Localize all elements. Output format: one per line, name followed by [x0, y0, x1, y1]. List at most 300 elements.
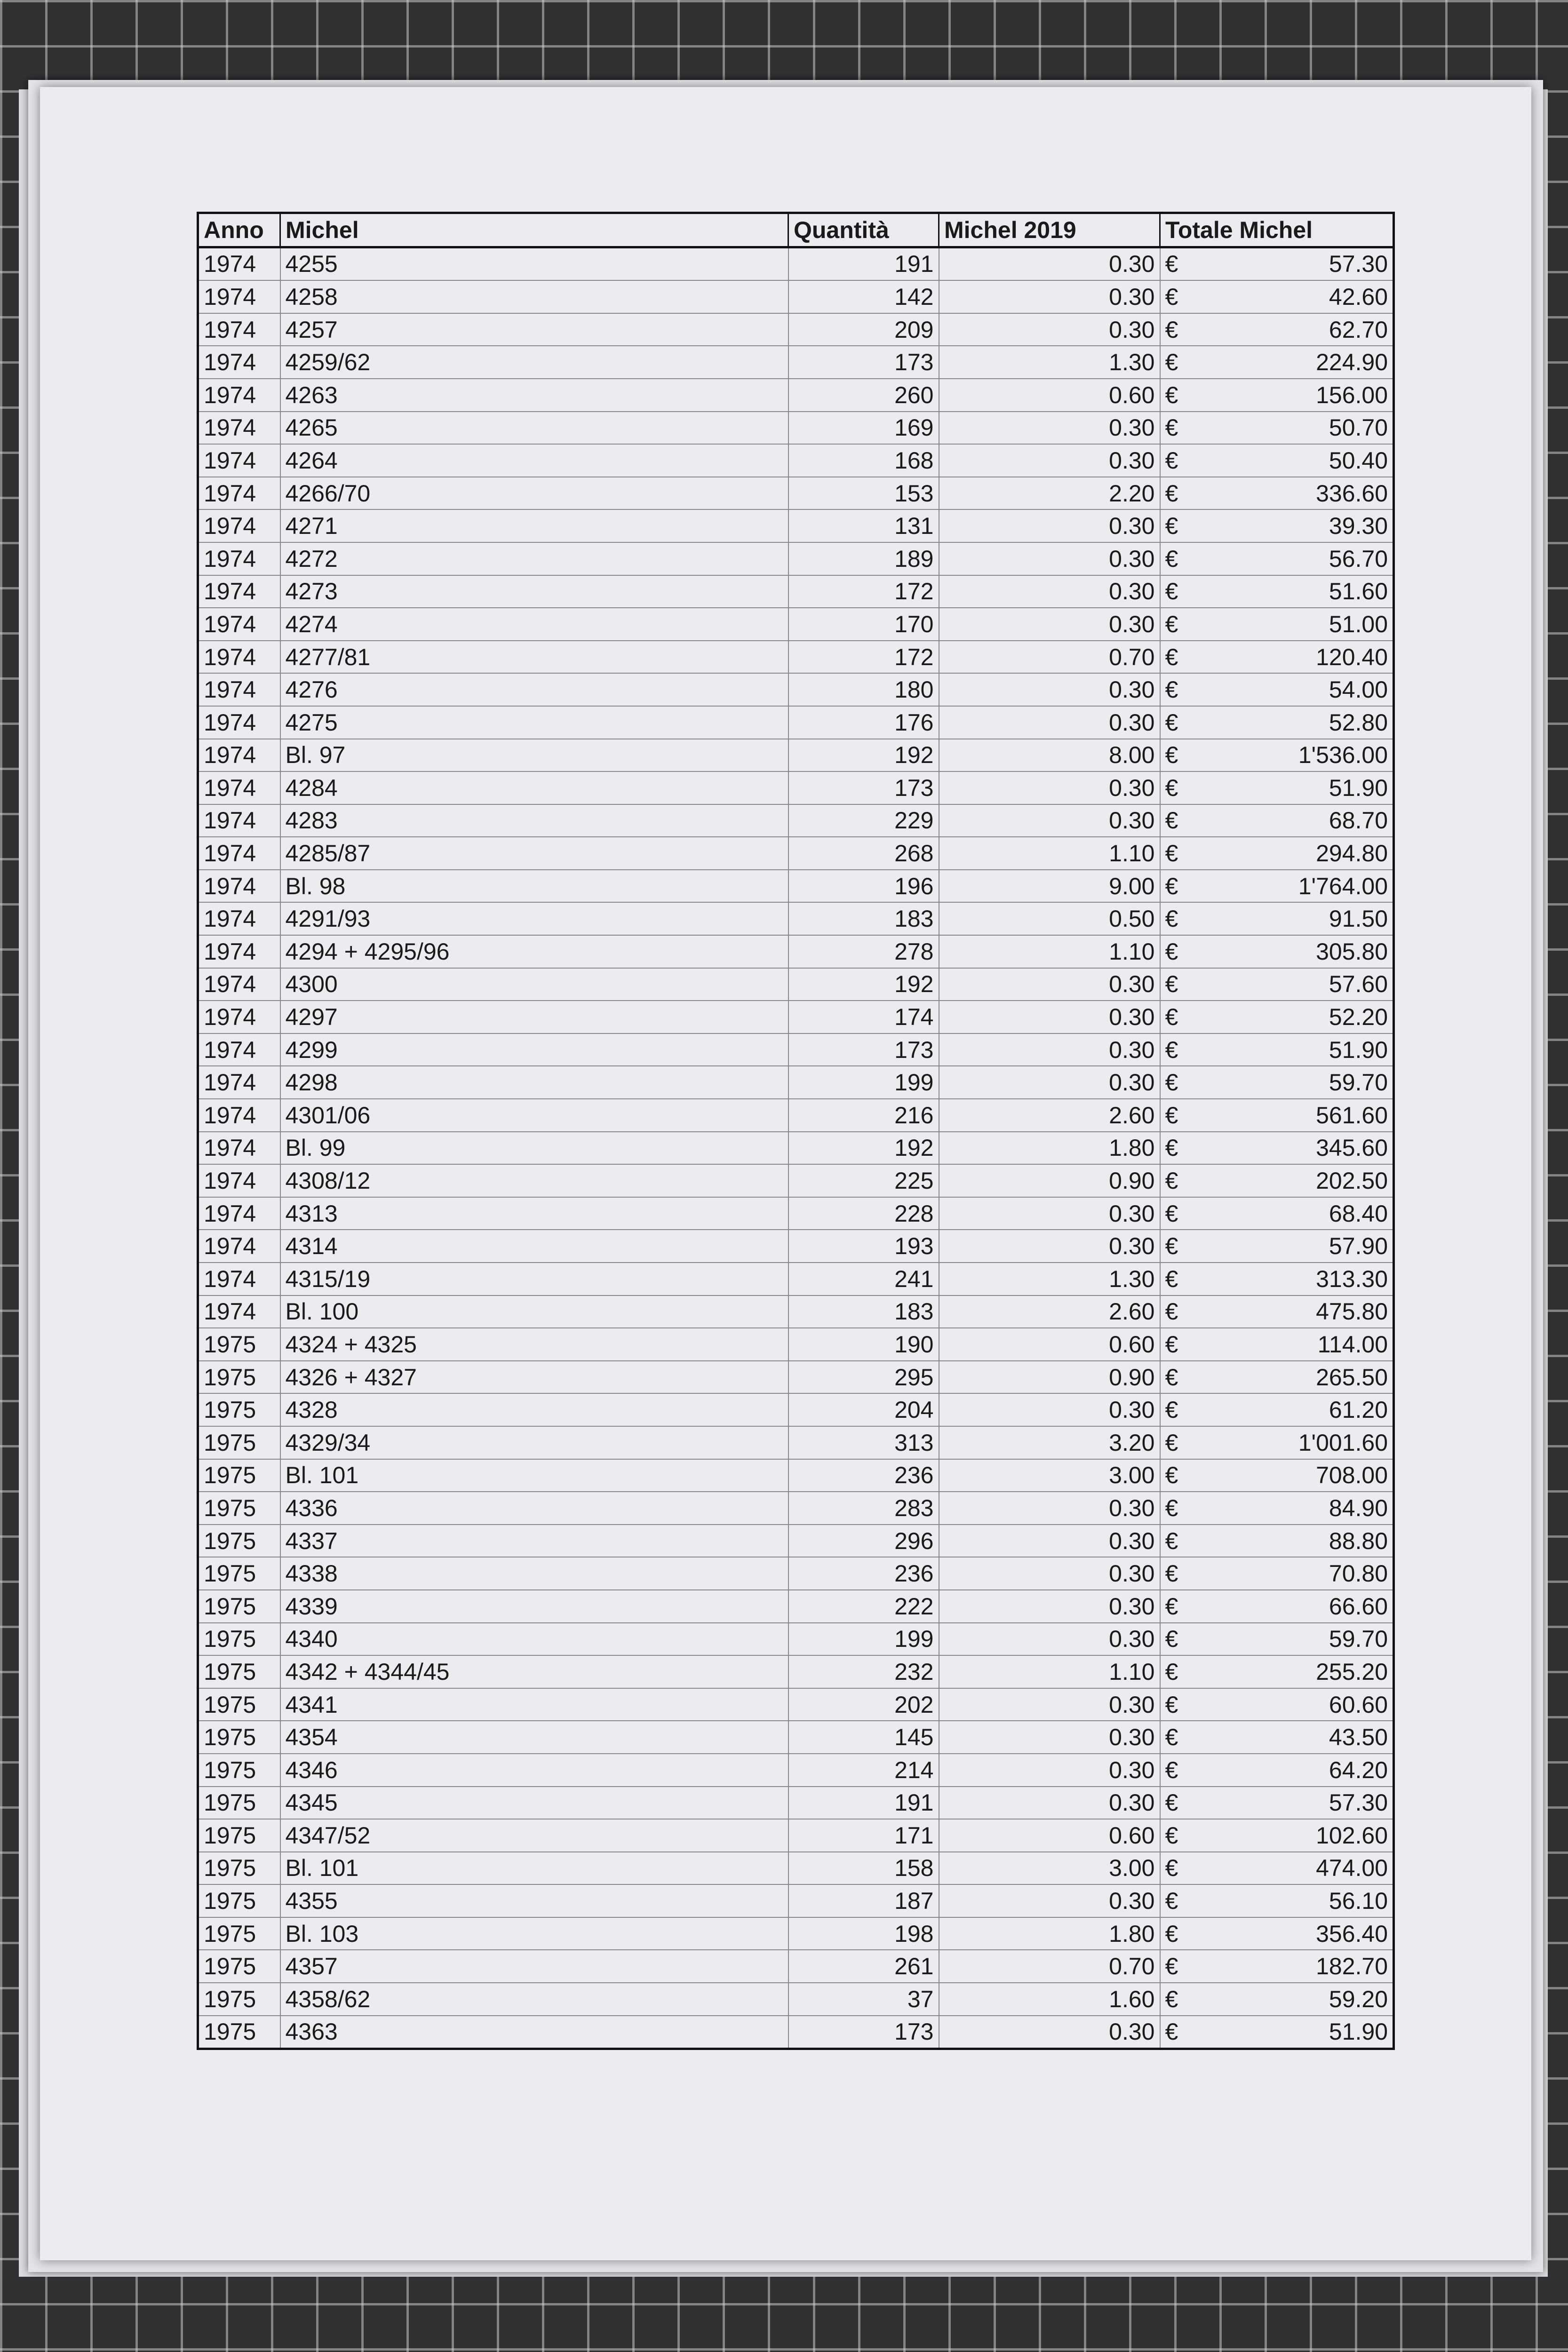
cell-totale: 1'764.00 — [1202, 870, 1394, 903]
table-row — [198, 1066, 1394, 1099]
cell-quantita: 236 — [788, 1459, 939, 1492]
cell-michel: Bl. 97 — [280, 739, 788, 772]
cell-anno: 1975 — [198, 1787, 280, 1820]
cell-currency: € — [1160, 247, 1202, 280]
cell-totale: 39.30 — [1202, 509, 1394, 542]
cell-quantita: 228 — [788, 1197, 939, 1230]
cell-currency: € — [1160, 1426, 1202, 1459]
cell-michel-2019: 0.30 — [939, 1688, 1160, 1721]
table-row — [198, 1623, 1394, 1656]
cell-michel: 4301/06 — [280, 1099, 788, 1132]
cell-currency: € — [1160, 804, 1202, 837]
cell-michel: 4340 — [280, 1623, 788, 1656]
cell-totale: 474.00 — [1202, 1852, 1394, 1885]
cell-michel: 4314 — [280, 1230, 788, 1263]
table-row — [198, 1917, 1394, 1950]
cell-anno: 1975 — [198, 1950, 280, 1983]
cell-quantita: 193 — [788, 1230, 939, 1263]
cell-michel-2019: 0.30 — [939, 1884, 1160, 1917]
table-row — [198, 1950, 1394, 1983]
cell-michel: 4346 — [280, 1754, 788, 1787]
cell-totale: 56.10 — [1202, 1884, 1394, 1917]
cell-michel: 4277/81 — [280, 641, 788, 674]
cell-totale: 294.80 — [1202, 837, 1394, 870]
cell-currency: € — [1160, 1688, 1202, 1721]
cell-michel: 4283 — [280, 804, 788, 837]
cell-michel-2019: 0.30 — [939, 1001, 1160, 1033]
cell-anno: 1974 — [198, 739, 280, 772]
cell-anno: 1974 — [198, 1001, 280, 1033]
cell-totale: 66.60 — [1202, 1590, 1394, 1623]
cell-michel: 4358/62 — [280, 1983, 788, 2016]
cell-currency: € — [1160, 542, 1202, 575]
cell-anno: 1975 — [198, 1361, 280, 1394]
cell-michel-2019: 0.30 — [939, 1590, 1160, 1623]
cell-quantita: 202 — [788, 1688, 939, 1721]
cell-anno: 1974 — [198, 870, 280, 903]
cell-michel: 4342 + 4344/45 — [280, 1655, 788, 1688]
cell-quantita: 313 — [788, 1426, 939, 1459]
cell-quantita: 173 — [788, 771, 939, 804]
cell-michel: 4259/62 — [280, 346, 788, 379]
cell-michel: 4266/70 — [280, 477, 788, 510]
cell-quantita: 198 — [788, 1917, 939, 1950]
cell-quantita: 261 — [788, 1950, 939, 1983]
table-row — [198, 1852, 1394, 1885]
cell-quantita: 214 — [788, 1754, 939, 1787]
cell-anno: 1974 — [198, 608, 280, 641]
table-row — [198, 509, 1394, 542]
cell-currency: € — [1160, 412, 1202, 445]
cell-anno: 1974 — [198, 641, 280, 674]
cell-michel: 4355 — [280, 1884, 788, 1917]
cell-totale: 51.90 — [1202, 771, 1394, 804]
table-row — [198, 641, 1394, 674]
cell-michel: Bl. 101 — [280, 1459, 788, 1492]
table-row — [198, 1393, 1394, 1426]
cell-anno: 1974 — [198, 444, 280, 477]
cell-michel-2019: 1.80 — [939, 1132, 1160, 1165]
cell-anno: 1975 — [198, 1688, 280, 1721]
cell-totale: 356.40 — [1202, 1917, 1394, 1950]
cell-totale: 224.90 — [1202, 346, 1394, 379]
cell-totale: 50.40 — [1202, 444, 1394, 477]
cell-totale: 102.60 — [1202, 1819, 1394, 1852]
cell-totale: 56.70 — [1202, 542, 1394, 575]
cell-totale: 42.60 — [1202, 280, 1394, 313]
cell-anno: 1974 — [198, 477, 280, 510]
cell-michel-2019: 2.20 — [939, 477, 1160, 510]
table-row — [198, 1426, 1394, 1459]
cell-currency: € — [1160, 1623, 1202, 1656]
cell-michel: 4313 — [280, 1197, 788, 1230]
cell-totale: 182.70 — [1202, 1950, 1394, 1983]
cell-anno: 1974 — [198, 837, 280, 870]
cell-anno: 1974 — [198, 1099, 280, 1132]
cell-michel-2019: 0.90 — [939, 1164, 1160, 1197]
cell-michel: 4255 — [280, 247, 788, 280]
cell-quantita: 37 — [788, 1983, 939, 2016]
cell-michel-2019: 1.80 — [939, 1917, 1160, 1950]
table-row — [198, 902, 1394, 935]
stamp-inventory-table — [197, 212, 1395, 2050]
table-row — [198, 542, 1394, 575]
cell-michel-2019: 0.30 — [939, 1557, 1160, 1590]
cell-currency: € — [1160, 575, 1202, 608]
cell-michel-2019: 0.30 — [939, 280, 1160, 313]
table-row — [198, 1295, 1394, 1328]
cell-anno: 1975 — [198, 1884, 280, 1917]
cell-totale: 345.60 — [1202, 1132, 1394, 1165]
cell-currency: € — [1160, 1099, 1202, 1132]
cell-michel: 4347/52 — [280, 1819, 788, 1852]
cell-currency: € — [1160, 1066, 1202, 1099]
cell-quantita: 187 — [788, 1884, 939, 1917]
cell-michel-2019: 0.30 — [939, 968, 1160, 1001]
cell-currency: € — [1160, 739, 1202, 772]
cell-anno: 1974 — [198, 968, 280, 1001]
cell-quantita: 180 — [788, 673, 939, 706]
cell-michel: Bl. 101 — [280, 1852, 788, 1885]
cell-quantita: 222 — [788, 1590, 939, 1623]
cell-currency: € — [1160, 1852, 1202, 1885]
cell-michel-2019: 0.50 — [939, 902, 1160, 935]
cell-totale: 1'536.00 — [1202, 739, 1394, 772]
cell-totale: 120.40 — [1202, 641, 1394, 674]
cell-michel-2019: 0.30 — [939, 771, 1160, 804]
cell-michel: 4265 — [280, 412, 788, 445]
cell-totale: 156.00 — [1202, 379, 1394, 412]
cell-anno: 1974 — [198, 247, 280, 280]
cell-quantita: 216 — [788, 1099, 939, 1132]
cell-currency: € — [1160, 1230, 1202, 1263]
cell-michel: 4339 — [280, 1590, 788, 1623]
cell-totale: 305.80 — [1202, 935, 1394, 968]
cell-anno: 1974 — [198, 935, 280, 968]
table-row — [198, 1328, 1394, 1361]
cell-michel-2019: 0.30 — [939, 673, 1160, 706]
cell-currency: € — [1160, 1001, 1202, 1033]
cell-michel-2019: 1.30 — [939, 346, 1160, 379]
cell-michel: 4308/12 — [280, 1164, 788, 1197]
cell-quantita: 209 — [788, 313, 939, 346]
cell-totale: 202.50 — [1202, 1164, 1394, 1197]
cell-currency: € — [1160, 444, 1202, 477]
cell-anno: 1974 — [198, 771, 280, 804]
cell-michel-2019: 0.60 — [939, 1819, 1160, 1852]
cell-currency: € — [1160, 1819, 1202, 1852]
cell-michel: 4275 — [280, 706, 788, 739]
cell-quantita: 190 — [788, 1328, 939, 1361]
cell-currency: € — [1160, 837, 1202, 870]
cell-totale: 59.20 — [1202, 1983, 1394, 2016]
cell-quantita: 204 — [788, 1393, 939, 1426]
cell-quantita: 295 — [788, 1361, 939, 1394]
table-row — [198, 1557, 1394, 1590]
cell-michel: 4363 — [280, 2016, 788, 2049]
table-body — [198, 247, 1394, 2049]
cell-michel-2019: 0.30 — [939, 1787, 1160, 1820]
table-row — [198, 1590, 1394, 1623]
cell-quantita: 183 — [788, 1295, 939, 1328]
table-row — [198, 1001, 1394, 1033]
cell-anno: 1975 — [198, 1917, 280, 1950]
cell-quantita: 199 — [788, 1623, 939, 1656]
table-row — [198, 412, 1394, 445]
header-totale-michel: Totale Michel — [1160, 213, 1394, 247]
cell-quantita: 225 — [788, 1164, 939, 1197]
cell-currency: € — [1160, 1754, 1202, 1787]
cell-anno: 1974 — [198, 1263, 280, 1295]
cell-michel-2019: 0.30 — [939, 1525, 1160, 1557]
cell-quantita: 192 — [788, 968, 939, 1001]
cell-quantita: 199 — [788, 1066, 939, 1099]
cell-anno: 1975 — [198, 1983, 280, 2016]
table-row — [198, 935, 1394, 968]
cell-totale: 475.80 — [1202, 1295, 1394, 1328]
cell-michel-2019: 0.70 — [939, 641, 1160, 674]
cell-anno: 1974 — [198, 542, 280, 575]
cell-anno: 1974 — [198, 1197, 280, 1230]
cell-michel-2019: 1.10 — [939, 935, 1160, 968]
cell-quantita: 172 — [788, 575, 939, 608]
cell-quantita: 241 — [788, 1263, 939, 1295]
cell-michel: 4329/34 — [280, 1426, 788, 1459]
cell-michel: 4354 — [280, 1721, 788, 1754]
cell-quantita: 232 — [788, 1655, 939, 1688]
cell-anno: 1974 — [198, 509, 280, 542]
cell-quantita: 173 — [788, 1033, 939, 1066]
cell-totale: 59.70 — [1202, 1623, 1394, 1656]
cell-michel: 4257 — [280, 313, 788, 346]
cell-totale: 57.90 — [1202, 1230, 1394, 1263]
cell-michel-2019: 9.00 — [939, 870, 1160, 903]
cell-michel: 4337 — [280, 1525, 788, 1557]
cell-currency: € — [1160, 1393, 1202, 1426]
table-row — [198, 1754, 1394, 1787]
cell-anno: 1975 — [198, 1328, 280, 1361]
cell-michel: 4264 — [280, 444, 788, 477]
cell-michel: 4291/93 — [280, 902, 788, 935]
cell-currency: € — [1160, 706, 1202, 739]
cell-totale: 88.80 — [1202, 1525, 1394, 1557]
cell-michel-2019: 0.30 — [939, 1066, 1160, 1099]
cell-anno: 1975 — [198, 1590, 280, 1623]
cell-quantita: 176 — [788, 706, 939, 739]
table-row — [198, 968, 1394, 1001]
cell-totale: 1'001.60 — [1202, 1426, 1394, 1459]
cell-anno: 1974 — [198, 346, 280, 379]
cell-anno: 1974 — [198, 1164, 280, 1197]
cell-michel-2019: 0.60 — [939, 1328, 1160, 1361]
cell-quantita: 278 — [788, 935, 939, 968]
cell-currency: € — [1160, 1787, 1202, 1820]
cell-michel-2019: 0.90 — [939, 1361, 1160, 1394]
cell-quantita: 170 — [788, 608, 939, 641]
cell-michel-2019: 0.30 — [939, 1230, 1160, 1263]
cell-quantita: 191 — [788, 247, 939, 280]
cell-michel-2019: 0.30 — [939, 706, 1160, 739]
cell-totale: 313.30 — [1202, 1263, 1394, 1295]
cell-anno: 1975 — [198, 1623, 280, 1656]
cell-currency: € — [1160, 1884, 1202, 1917]
cell-michel: 4274 — [280, 608, 788, 641]
cell-currency: € — [1160, 935, 1202, 968]
cell-totale: 84.90 — [1202, 1492, 1394, 1525]
cell-quantita: 260 — [788, 379, 939, 412]
cell-totale: 561.60 — [1202, 1099, 1394, 1132]
table-row — [198, 1655, 1394, 1688]
cell-quantita: 174 — [788, 1001, 939, 1033]
table-row — [198, 1688, 1394, 1721]
cell-currency: € — [1160, 346, 1202, 379]
cell-quantita: 145 — [788, 1721, 939, 1754]
cell-michel: 4258 — [280, 280, 788, 313]
cell-totale: 43.50 — [1202, 1721, 1394, 1754]
cell-quantita: 236 — [788, 1557, 939, 1590]
table-row — [198, 1525, 1394, 1557]
cell-michel-2019: 0.30 — [939, 1721, 1160, 1754]
cell-michel-2019: 0.30 — [939, 542, 1160, 575]
cell-michel: 4276 — [280, 673, 788, 706]
cell-michel: 4273 — [280, 575, 788, 608]
cell-michel-2019: 1.10 — [939, 837, 1160, 870]
cell-currency: € — [1160, 902, 1202, 935]
cell-currency: € — [1160, 509, 1202, 542]
cell-quantita: 196 — [788, 870, 939, 903]
cell-totale: 51.00 — [1202, 608, 1394, 641]
table-row — [198, 706, 1394, 739]
cell-totale: 52.80 — [1202, 706, 1394, 739]
cell-michel-2019: 0.30 — [939, 509, 1160, 542]
cell-anno: 1975 — [198, 1754, 280, 1787]
cell-quantita: 169 — [788, 412, 939, 445]
cell-michel: 4326 + 4327 — [280, 1361, 788, 1394]
cell-quantita: 142 — [788, 280, 939, 313]
cell-michel-2019: 0.30 — [939, 1033, 1160, 1066]
cell-totale: 62.70 — [1202, 313, 1394, 346]
table-row — [198, 313, 1394, 346]
cell-anno: 1974 — [198, 1230, 280, 1263]
cell-michel: Bl. 98 — [280, 870, 788, 903]
cell-anno: 1974 — [198, 1132, 280, 1165]
header-anno: Anno — [198, 213, 280, 247]
cell-anno: 1975 — [198, 1557, 280, 1590]
cell-totale: 59.70 — [1202, 1066, 1394, 1099]
table-row — [198, 1197, 1394, 1230]
cell-totale: 68.40 — [1202, 1197, 1394, 1230]
cell-totale: 64.20 — [1202, 1754, 1394, 1787]
cell-michel: 4263 — [280, 379, 788, 412]
cell-michel: 4345 — [280, 1787, 788, 1820]
table-row — [198, 379, 1394, 412]
cell-totale: 54.00 — [1202, 673, 1394, 706]
table-row — [198, 1099, 1394, 1132]
cell-totale: 70.80 — [1202, 1557, 1394, 1590]
cell-michel-2019: 3.00 — [939, 1852, 1160, 1885]
cell-currency: € — [1160, 1721, 1202, 1754]
cell-quantita: 173 — [788, 2016, 939, 2049]
cell-michel-2019: 2.60 — [939, 1099, 1160, 1132]
cell-quantita: 229 — [788, 804, 939, 837]
table-header-row — [198, 213, 1394, 247]
cell-anno: 1975 — [198, 1492, 280, 1525]
cell-totale: 265.50 — [1202, 1361, 1394, 1394]
cell-quantita: 183 — [788, 902, 939, 935]
cell-anno: 1975 — [198, 2016, 280, 2049]
cell-anno: 1974 — [198, 1066, 280, 1099]
cell-currency: € — [1160, 1655, 1202, 1688]
cell-michel: 4300 — [280, 968, 788, 1001]
cell-currency: € — [1160, 1361, 1202, 1394]
cell-michel: 4357 — [280, 1950, 788, 1983]
cell-anno: 1974 — [198, 706, 280, 739]
table-row — [198, 280, 1394, 313]
cell-totale: 51.90 — [1202, 1033, 1394, 1066]
table-row — [198, 673, 1394, 706]
cell-michel: 4284 — [280, 771, 788, 804]
table-row — [198, 2016, 1394, 2049]
cell-anno: 1974 — [198, 379, 280, 412]
cell-currency: € — [1160, 1459, 1202, 1492]
header-quantita: Quantità — [788, 213, 939, 247]
cell-michel: Bl. 99 — [280, 1132, 788, 1165]
cell-anno: 1974 — [198, 902, 280, 935]
cell-michel-2019: 1.10 — [939, 1655, 1160, 1688]
cell-totale: 68.70 — [1202, 804, 1394, 837]
cell-michel-2019: 1.60 — [939, 1983, 1160, 2016]
cell-currency: € — [1160, 1983, 1202, 2016]
cell-michel: 4298 — [280, 1066, 788, 1099]
cell-michel-2019: 0.30 — [939, 1393, 1160, 1426]
cell-quantita: 168 — [788, 444, 939, 477]
cell-totale: 50.70 — [1202, 412, 1394, 445]
header-michel: Michel — [280, 213, 788, 247]
cell-currency: € — [1160, 870, 1202, 903]
table-row — [198, 1263, 1394, 1295]
cell-quantita: 191 — [788, 1787, 939, 1820]
cell-michel-2019: 0.60 — [939, 379, 1160, 412]
table-row — [198, 608, 1394, 641]
table-row — [198, 804, 1394, 837]
cell-michel-2019: 1.30 — [939, 1263, 1160, 1295]
table-row — [198, 1787, 1394, 1820]
cell-currency: € — [1160, 1525, 1202, 1557]
cell-totale: 255.20 — [1202, 1655, 1394, 1688]
cell-michel-2019: 3.20 — [939, 1426, 1160, 1459]
cell-currency: € — [1160, 280, 1202, 313]
cell-totale: 708.00 — [1202, 1459, 1394, 1492]
cell-quantita: 268 — [788, 837, 939, 870]
cell-michel-2019: 3.00 — [939, 1459, 1160, 1492]
cell-quantita: 189 — [788, 542, 939, 575]
cell-anno: 1974 — [198, 313, 280, 346]
table-row — [198, 477, 1394, 510]
cell-michel-2019: 0.30 — [939, 1754, 1160, 1787]
cell-michel-2019: 0.30 — [939, 608, 1160, 641]
table-row — [198, 870, 1394, 903]
cell-anno: 1975 — [198, 1525, 280, 1557]
cell-michel: 4285/87 — [280, 837, 788, 870]
cell-michel: 4272 — [280, 542, 788, 575]
cell-anno: 1975 — [198, 1393, 280, 1426]
cell-totale: 57.30 — [1202, 1787, 1394, 1820]
cell-michel: Bl. 100 — [280, 1295, 788, 1328]
table-row — [198, 837, 1394, 870]
cell-michel: 4336 — [280, 1492, 788, 1525]
cell-anno: 1974 — [198, 280, 280, 313]
table-row — [198, 1721, 1394, 1754]
